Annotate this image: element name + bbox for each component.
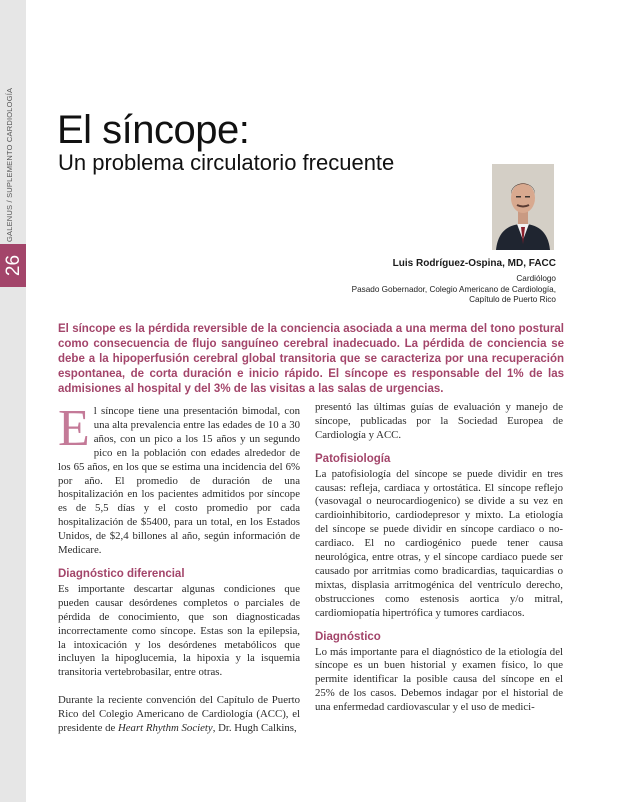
author-credit-line: Capítulo de Puerto Rico (469, 295, 556, 304)
author-credits (352, 274, 556, 306)
author-credit-line: Pasado Gobernador, Colegio Americano de Cardiología, (351, 284, 556, 294)
intro-paragraph (58, 400, 300, 558)
section-heading-diagnostico: Diagnóstico (315, 630, 381, 643)
author-credit-line: Cardiólogo (516, 274, 556, 283)
society-name: Heart Rhythm Society (117, 722, 213, 735)
author-photo (492, 164, 554, 250)
drop-cap: E (58, 400, 90, 457)
article-title: El síncope: (57, 108, 250, 152)
article-subtitle: Un problema circulatorio frecuente (58, 150, 395, 175)
page-number: 26 (3, 254, 24, 277)
section-heading-diagnostico-diferencial: Diagnóstico diferencial (58, 567, 185, 580)
diag-paragraph: Lo más importante para el diagnóstico de la etiología del síncope es un buen historial y examen físico, lo que permite identificar la posible causa del síncope en el 25% de los casos. Debemos indagar por el historial de una enfermedad cardiovascular y el uso de medici- (315, 645, 563, 714)
pato-paragraph: La patofisiología del síncope se puede dividir en tres causas: refleja, cardiaca y ortostática. El síncope reflejo (vasovagal o neurocardiogenico) se divide a su vez en cardioinhibitorio, cardiodepresor y mixto. La etiología del síncope se puede dividir en síncope cardiaco o no-cardiaco. El no cardiogénico puede tener causa neurológica, entre otras, y el síncope cardiaco puede ser causado por arritmias como bradicardias, taquicardias o mixtas, displasia arritmogénica del ventrículo derecho, obstrucciones como estenosis aortica y/o mitral, cardiomiopatía hipertrófica y tumores cardiacos. (315, 467, 563, 619)
running-head: GALENUS / SUPLEMENTO CARDIOLOGÍA (5, 87, 14, 242)
author-name: Luis Rodríguez-Ospina, MD, FACC (392, 258, 556, 269)
acc-text: Durante la reciente convención del Capítulo de Puerto Rico del Colegio Americano de Cardiología (ACC), el presidente de (58, 694, 300, 735)
intro-text: l síncope tiene una presentación bimodal, con una alta prevalencia entre las edades de 10 a 30 años, con un pico a los 15 años y un segundo pico en la población con edades alrededor de los 65 años, en los que se estima una incidencia del 6% por año. El promedio de duración de una hospitalización en los pacientes admitidos por síncope es de 5,5 días y el costo promedio por cada hospitalización de $5400, para un total, en los Estados Unidos, de $2,4 billones al año, según información de Medicare. (58, 405, 300, 557)
lead-paragraph: El síncope es la pérdida reversible de la conciencia asociada a una merma del tono postural como consecuencia de flujo sanguíneo cerebral inadecuado. La pérdida de conciencia se debe a la hipoperfusión cerebral global transitoria que se caracteriza por una recuperación espontanea, de corta duración e inicio rápido. El síncope es responsable del 1% de las admisiones al hospital y del 3% de las visitas a las salas de urgencias. (58, 323, 564, 395)
body-column-left (58, 400, 300, 736)
acc-paragraph (58, 694, 300, 736)
section-heading-patofisiologia: Patofisiología (315, 452, 391, 465)
diff-paragraph: Es importante descartar algunas condiciones que pueden causar desórdenes completos o parciales de pérdida de conocimiento, que son diagnosticadas incorrectamente como síncope. Estas son la epilepsia, la intoxicación y los desórdenes metabólicos que incluyen la hipoglucemia, la hipoxia y la isquemia transitoria vertebrobasilar, entre otras. (58, 582, 300, 679)
acc-text-end: , Dr. Hugh Calkins, (212, 722, 297, 735)
acc-continued-paragraph: presentó las últimas guías de evaluación y manejo de síncope, publicadas por la Sociedad Europea de Cardiología y ACC. (315, 401, 563, 441)
body-column-right (315, 401, 563, 715)
